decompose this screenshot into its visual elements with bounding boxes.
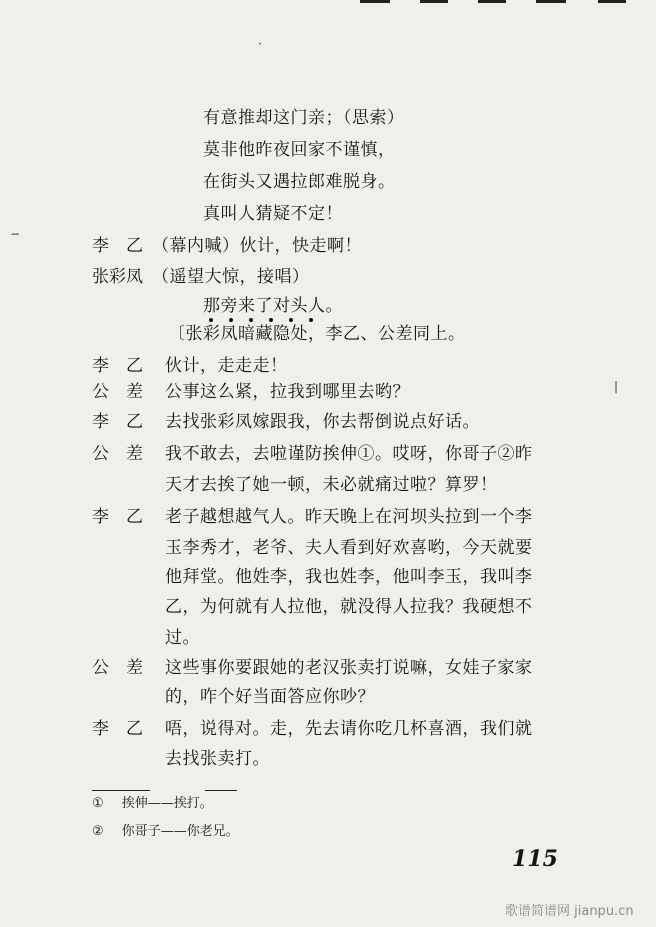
- speaker-label: 李 乙: [92, 719, 143, 739]
- speaker-label: 李 乙: [92, 236, 143, 256]
- dialogue-text: 他拜堂。他姓李，我也姓李，他叫李玉，我叫李: [165, 567, 533, 587]
- footnote-separator: [92, 790, 150, 791]
- speaker-label: 张彩凤: [92, 267, 143, 287]
- footnote: [92, 823, 239, 841]
- top-edge-rule: [360, 0, 390, 3]
- dialogue-text: 乙，为何就有人拉他，就没得人拉我？我硬想不: [165, 597, 533, 617]
- verse-line: 有意推却这门亲；（思索）: [203, 108, 405, 128]
- speaker-label: 公 差: [92, 444, 143, 464]
- dialogue-text: 老子越想越气人。昨天晚上在河坝头拉到一个李: [165, 507, 533, 527]
- dialogue-text: 过。: [165, 628, 200, 648]
- top-edge-rule: [478, 0, 506, 3]
- dialogue-text: 天才去挨了她一顿，未必就痛过啦？算罗！: [165, 475, 498, 495]
- dialogue-text: 玉李秀才，老爷、夫人看到好欢喜哟，今天就要: [165, 538, 533, 558]
- verse-line: 莫非他昨夜回家不谨慎，: [203, 140, 396, 160]
- footnote-text: 挨伸——挨打。: [121, 796, 213, 811]
- stray-mark: −: [10, 227, 21, 241]
- speaker-label: 公 差: [92, 382, 143, 402]
- top-edge-rule: [598, 0, 626, 3]
- dialogue-text: 伙计，走走走！: [165, 356, 288, 376]
- stage-direction: 〔张彩凤暗藏隐处，李乙、公差同上。: [168, 324, 466, 344]
- speaker-label: 李 乙: [92, 356, 143, 376]
- footnote-marker: ②: [92, 824, 104, 839]
- footnote: [92, 795, 213, 813]
- dialogue-text: 我不敢去，去啦谨防挨伸①。哎呀，你哥子②昨: [165, 444, 533, 464]
- dialogue-text: （幕内喊）伙计，快走啊！: [152, 236, 362, 256]
- verse-line: 在街头又遇拉郎难脱身。: [203, 172, 396, 192]
- dialogue-text: （遥望大惊，接唱）: [152, 267, 310, 287]
- stray-mark: ·: [258, 37, 262, 51]
- top-edge-rule: [536, 0, 566, 3]
- speaker-label: 李 乙: [92, 507, 143, 527]
- dialogue-text: 去找张彩凤嫁跟我，你去帮倒说点好话。: [165, 412, 480, 432]
- footnote-text: 你哥子——你老兄。: [121, 824, 239, 839]
- top-edge-rule: [420, 0, 448, 3]
- dialogue-text: 的，咋个好当面答应你吵？: [165, 687, 375, 707]
- dialogue-text: 唔，说得对。走，先去请你吃几杯喜酒，我们就: [165, 719, 533, 739]
- footnote-marker: ①: [92, 796, 104, 811]
- speaker-label: 李 乙: [92, 412, 143, 432]
- watermark: 歌谱简谱网 jianpu.cn: [505, 904, 634, 919]
- dialogue-text: 去找张卖打。: [165, 749, 270, 769]
- stray-mark: |: [614, 379, 619, 393]
- verse-line: 真叫人猜疑不定！: [203, 204, 343, 224]
- speaker-label: 公 差: [92, 658, 143, 678]
- dialogue-text: 公事这么紧，拉我到哪里去哟？: [165, 382, 410, 402]
- verse-line: 那旁来了对头人。: [203, 296, 343, 316]
- page-number: 115: [512, 846, 558, 872]
- footnote-separator: [205, 790, 237, 791]
- dialogue-text: 这些事你要跟她的老汉张卖打说嘛，女娃子家家: [165, 658, 533, 678]
